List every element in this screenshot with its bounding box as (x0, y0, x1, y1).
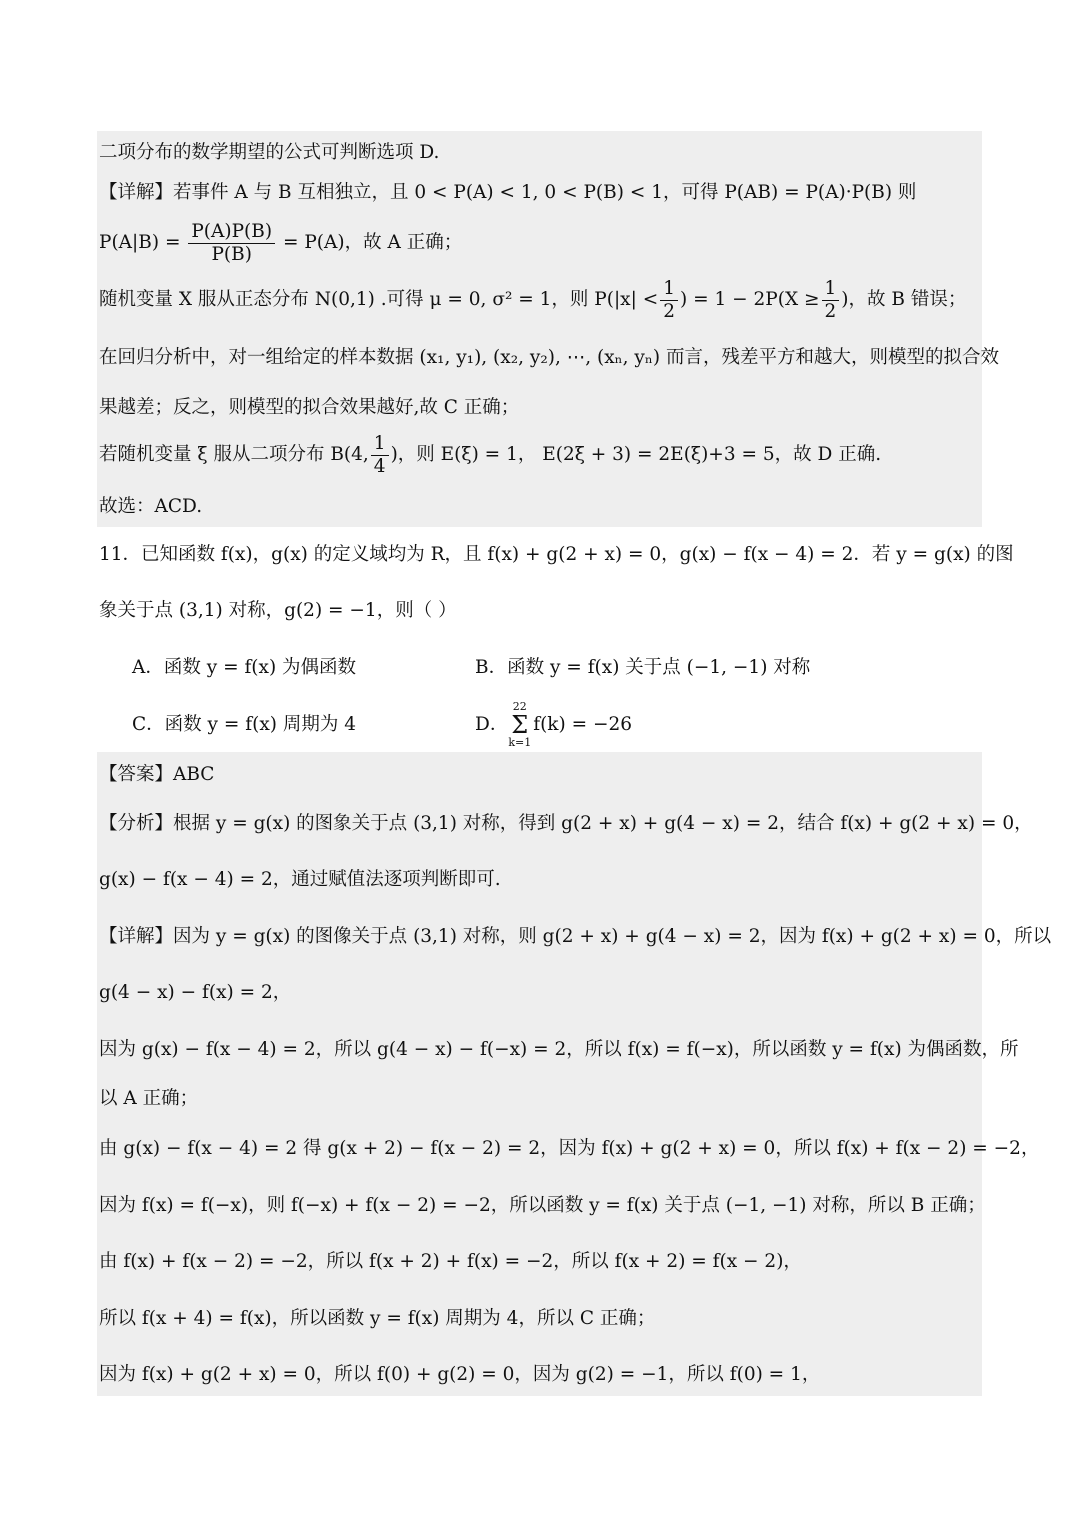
fraction-denominator: P(B) (211, 243, 252, 265)
question-option-d (475, 700, 632, 750)
fraction-denominator: 2 (824, 300, 837, 322)
fraction-denominator: 2 (663, 300, 676, 322)
option-b-fraction-2 (822, 278, 840, 323)
fraction-denominator: 4 (373, 455, 386, 477)
answer-line: 【答案】ABC (99, 764, 215, 785)
detail-line6: 因为 f(x) = f(−x)，则 f(−x) + f(x − 2) = −2，所以函数 y = f(x) 关于点 (−1, −1) 对称，所以 B 正确； (99, 1195, 986, 1216)
detail-line3: 因为 g(x) − f(x − 4) = 2，所以 g(4 − x) − f(−x) = 2，所以 f(x) = f(−x)，所以函数 y = f(x) 为偶函数，所 (99, 1039, 1019, 1060)
option-c-proof-line1: 在回归分析中，对一组给定的样本数据 (x₁, y₁), (x₂, y₂), ⋯, (xₙ, yₙ) 而言，残差平方和越大，则模型的拟合效 (99, 347, 999, 368)
fraction-numerator: P(A)P(B) (188, 221, 275, 244)
detail-line9: 因为 f(x) + g(2 + x) = 0，所以 f(0) + g(2) = 0，因为 g(2) = −1，所以 f(0) = 1， (99, 1364, 821, 1385)
option-d-label: D． (475, 714, 509, 735)
question-stem-line1: 11．已知函数 f(x)，g(x) 的定义域均为 R，且 f(x) + g(2 + x) = 0，g(x) − f(x − 4) = 2．若 y = g(x) 的图 (99, 544, 1014, 565)
analysis-line1: 【分析】根据 y = g(x) 的图象关于点 (3,1) 对称，得到 g(2 + x) + g(4 − x) = 2，结合 f(x) + g(2 + x) = 0， (99, 813, 1033, 834)
solution-detail: 【详解】若事件 A 与 B 互相独立，且 0 < P(A) < 1, 0 < P(B) < 1，可得 P(AB) = P(A)·P(B) 则 (99, 182, 917, 203)
option-d-right: )，则 E(ξ) = 1， E(2ξ + 3) = 2E(ξ)+3 = 5，故 D 正确. (390, 444, 882, 465)
answer-block-shade (97, 752, 1052, 1396)
option-a-fraction (188, 221, 275, 266)
option-b-middle: ) = 1 − 2P(X ≥ (680, 289, 820, 310)
detail-line5: 由 g(x) − f(x − 4) = 2 得 g(x + 2) − f(x − 2) = 2，因为 f(x) + g(2 + x) = 0，所以 f(x) + f(x − 2) = −2， (99, 1138, 1040, 1159)
option-a-left: P(A|B) = (99, 232, 187, 253)
fraction-numerator: 1 (371, 433, 389, 456)
detail-line2: g(4 − x) − f(x) = 2， (99, 982, 292, 1003)
option-a-right: = P(A)，故 A 正确； (277, 232, 463, 253)
question-stem-line2: 象关于点 (3,1) 对称，g(2) = −1，则（ ） (99, 600, 457, 621)
fraction-numerator: 1 (822, 278, 840, 301)
sigma-icon: Σ (511, 711, 529, 739)
option-c-proof-line2: 果越差；反之，则模型的拟合效果越好,故 C 正确； (99, 397, 520, 418)
summation-upper: 22 (512, 700, 527, 713)
option-b-right: )，故 B 错误； (841, 289, 967, 310)
solution-intro: 二项分布的数学期望的公式可判断选项 D. (99, 142, 440, 163)
option-b-proof (99, 277, 979, 323)
analysis-line2: g(x) − f(x − 4) = 2，通过赋值法逐项判断即可. (99, 869, 501, 890)
summation-sign (508, 701, 531, 749)
detail-line7: 由 f(x) + f(x − 2) = −2，所以 f(x + 2) + f(x) = −2，所以 f(x + 2) = f(x − 2)， (99, 1251, 802, 1272)
detail-line8: 所以 f(x + 4) = f(x)，所以函数 y = f(x) 周期为 4，所以 C 正确； (99, 1308, 656, 1329)
option-d-proof (99, 432, 979, 478)
question-option-a: A．函数 y = f(x) 为偶函数 (132, 657, 357, 678)
option-b-left: 随机变量 X 服从正态分布 N(0,1) .可得 μ = 0, σ² = 1，则 P(|x| < (99, 289, 659, 310)
option-d-fraction (371, 433, 389, 478)
option-d-expression: f(k) = −26 (533, 714, 633, 735)
fraction-numerator: 1 (660, 278, 678, 301)
detail-line1: 【详解】因为 y = g(x) 的图像关于点 (3,1) 对称，则 g(2 + x) + g(4 − x) = 2，因为 f(x) + g(2 + x) = 0，所以 (99, 926, 1052, 947)
question-option-b: B．函数 y = f(x) 关于点 (−1, −1) 对称 (475, 657, 811, 678)
detail-line4: 以 A 正确； (99, 1088, 199, 1109)
question-option-c: C．函数 y = f(x) 周期为 4 (132, 714, 356, 735)
solution-choice: 故选：ACD. (99, 496, 203, 517)
option-a-proof (99, 220, 979, 266)
summation-lower: k=1 (508, 736, 532, 749)
option-b-fraction-1 (660, 278, 678, 323)
option-d-left: 若随机变量 ξ 服从二项分布 B(4, (99, 444, 369, 465)
